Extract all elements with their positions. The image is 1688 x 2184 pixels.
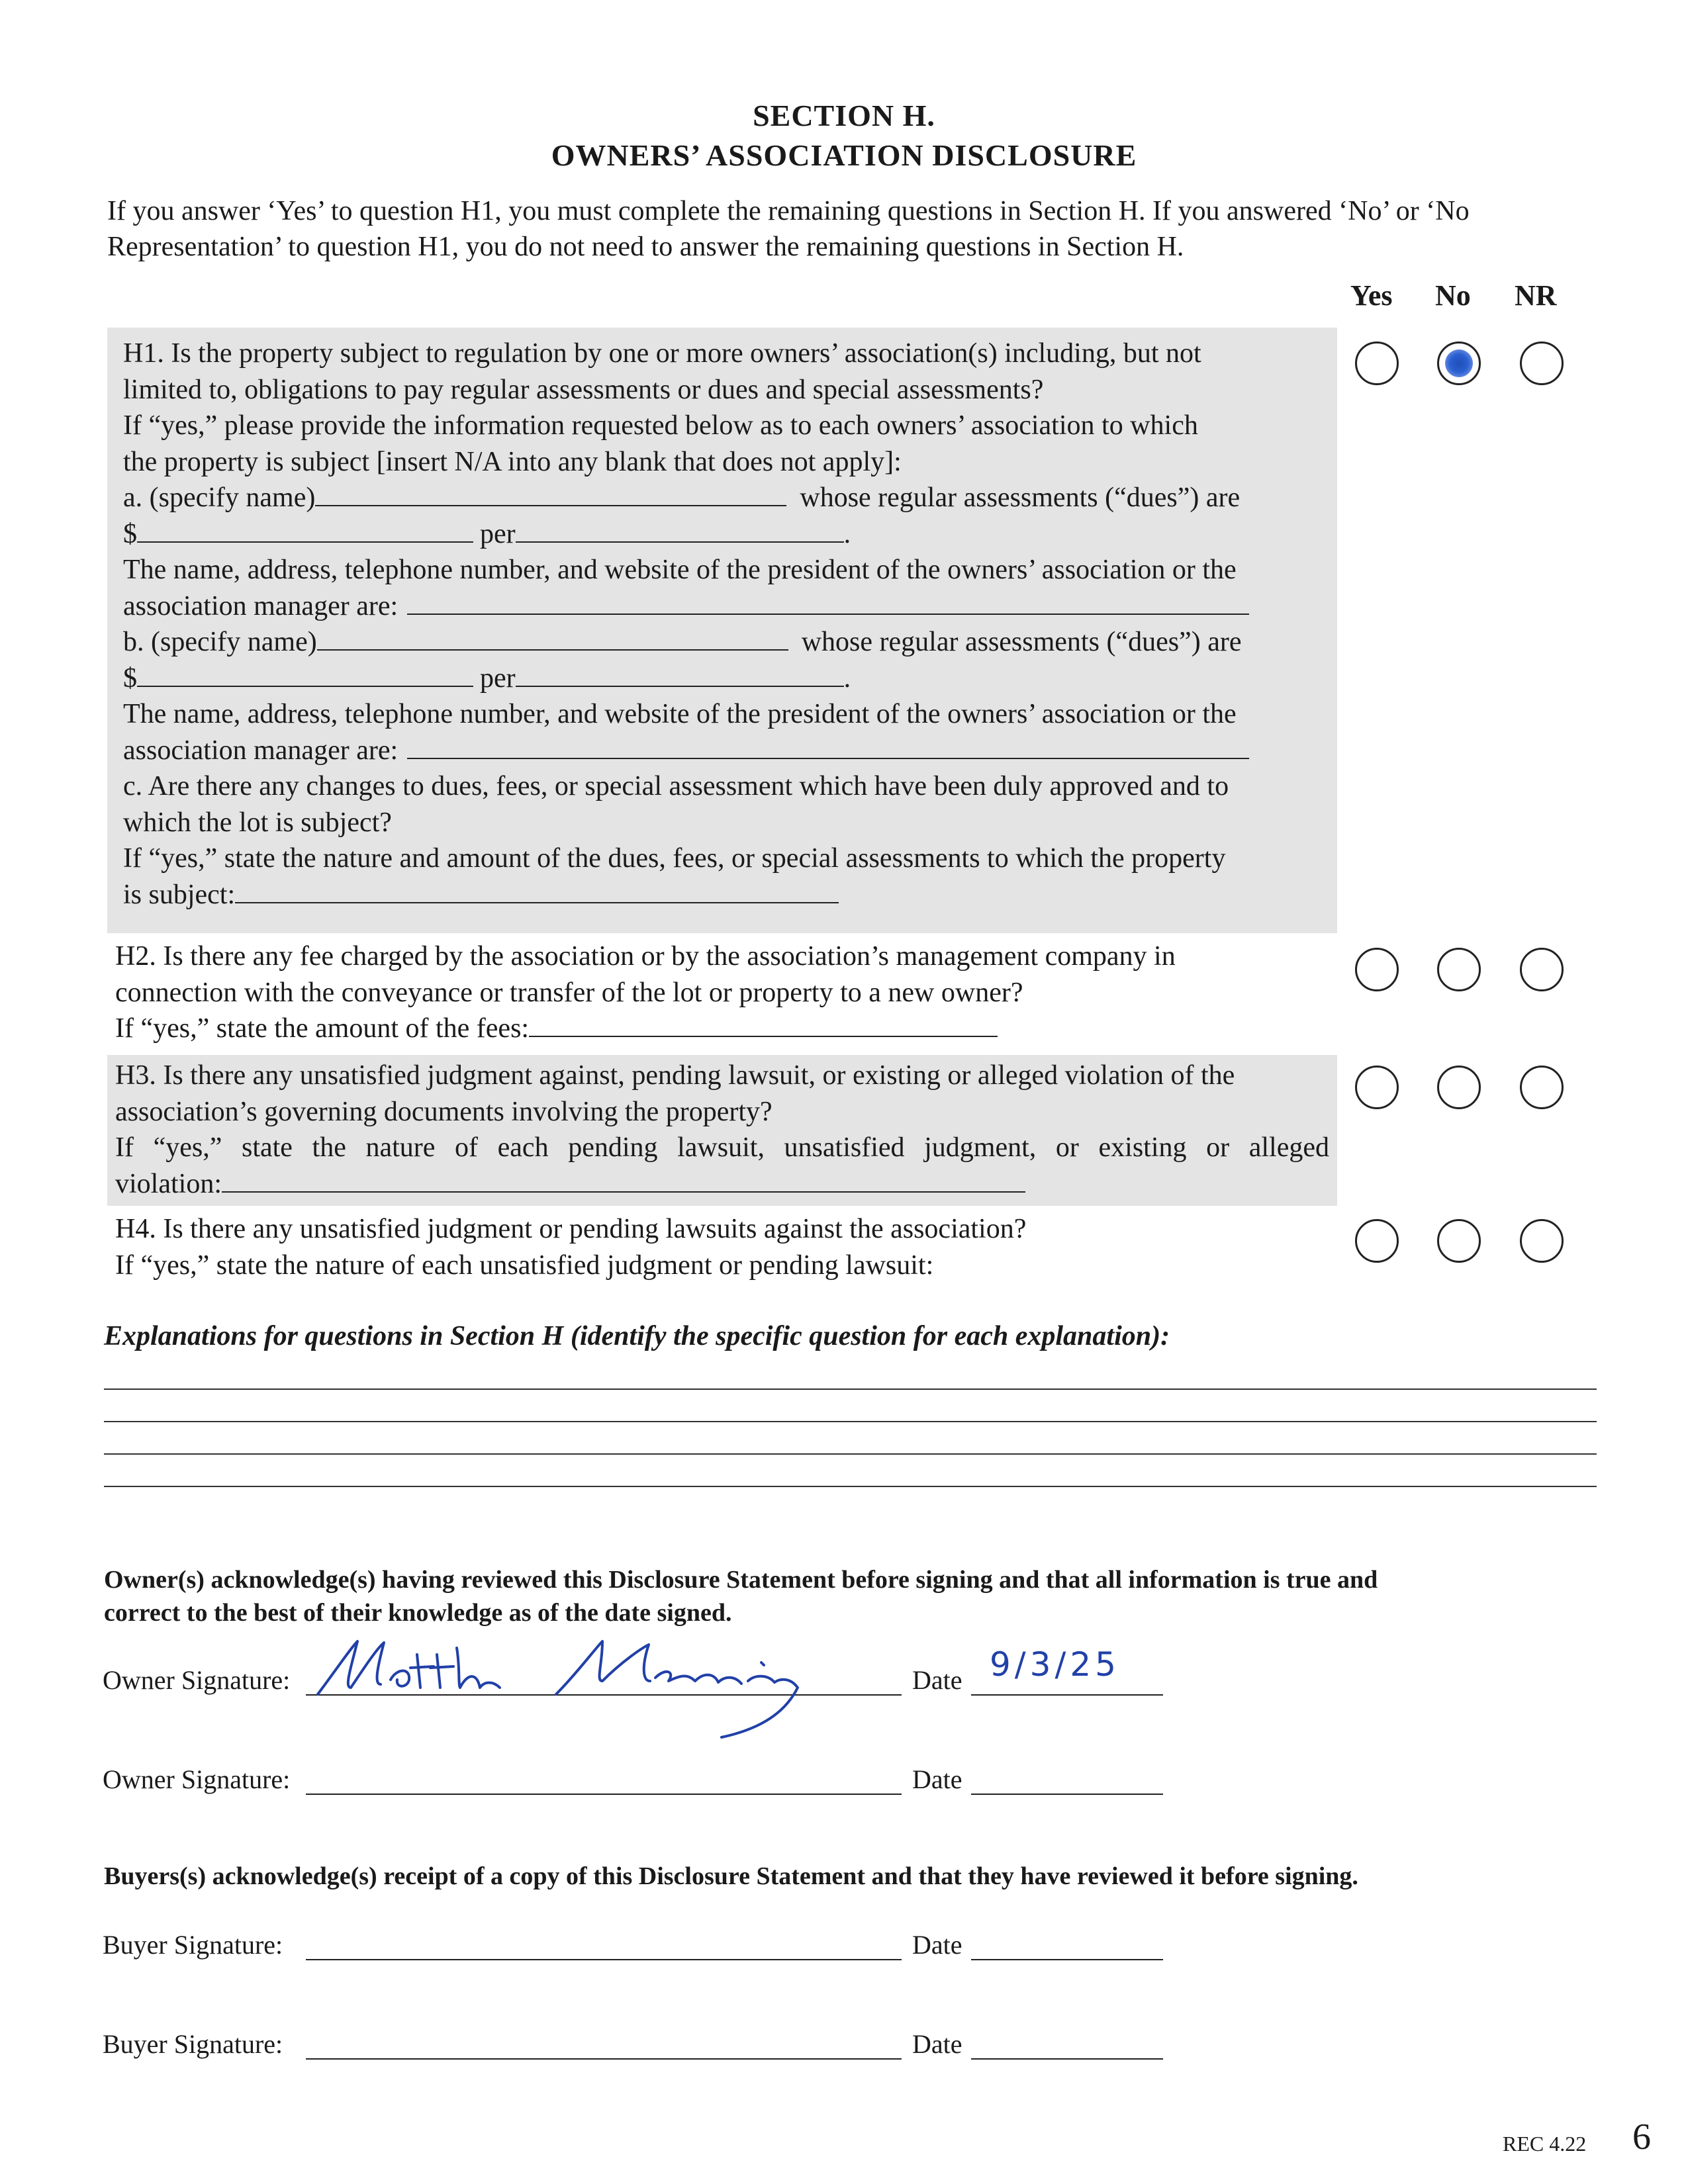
buyer-date-label-2: Date	[912, 2029, 962, 2059]
h3-line-2: association’s governing documents involving the property?	[115, 1096, 773, 1127]
h1-b-line	[123, 624, 1321, 660]
h1-b-dues-line	[123, 660, 1321, 697]
h3-line-4	[115, 1166, 1329, 1203]
h1-b-label: b. (specify name)	[123, 627, 317, 657]
h1-line-4: the property is subject [insert N/A into any blank that does not apply]:	[123, 446, 902, 477]
h1-no-radio[interactable]	[1437, 341, 1481, 385]
h1-a-name-field[interactable]	[315, 480, 786, 506]
section-title: OWNERS’ ASSOCIATION DISCLOSURE	[551, 138, 1137, 172]
h3-line-3: If “yes,” state the nature of each pending lawsuit, unsatisfied judgment, or existing or alleged	[115, 1132, 1329, 1163]
page-number: 6	[1632, 2116, 1651, 2158]
column-no: No	[1435, 279, 1471, 312]
explanation-line-2[interactable]	[104, 1421, 1597, 1422]
dollar-sign: $	[123, 518, 137, 549]
buyers-acknowledgement: Buyers(s) acknowledge(s) receipt of a copy of this Disclosure Statement and that they have reviewed it before signing.	[104, 1862, 1358, 1890]
dollar-sign: $	[123, 662, 137, 694]
buyer-date-field-1[interactable]	[971, 1959, 1163, 1960]
h2-nr-radio[interactable]	[1520, 948, 1564, 991]
owners-ack-line-1: Owner(s) acknowledge(s) having reviewed this Disclosure Statement before signing and that all information is true and	[104, 1566, 1378, 1594]
h4-line-1: H4. Is there any unsatisfied judgment or pending lawsuits against the association?	[115, 1214, 1027, 1244]
h1-a-mgr-line-2	[123, 588, 1321, 625]
explanation-line-1[interactable]	[104, 1388, 1597, 1390]
h2-no-radio[interactable]	[1437, 948, 1481, 991]
h3-no-radio[interactable]	[1437, 1066, 1481, 1109]
question-h1	[107, 328, 1337, 933]
h1-b-name-field[interactable]	[317, 624, 788, 651]
h1-line-1: H1. Is the property subject to regulation by one or more owners’ association(s) including, but not	[123, 338, 1201, 369]
h1-b-amount-field[interactable]	[137, 660, 473, 687]
h1-a-mgr-line-1: The name, address, telephone number, and website of the president of the owners’ association or the	[123, 555, 1237, 585]
question-h2	[115, 938, 1327, 1047]
owners-acknowledgement	[104, 1563, 1620, 1629]
mgr-label: association manager are:	[123, 590, 399, 621]
per-label: per	[480, 518, 516, 549]
explanation-line-4[interactable]	[104, 1486, 1597, 1487]
section-heading: SECTION H.	[753, 99, 935, 132]
h1-a-label: a. (specify name)	[123, 482, 316, 513]
h1-a-dues-line	[123, 516, 1321, 553]
question-h4	[115, 1211, 1327, 1283]
h3-nr-radio[interactable]	[1520, 1066, 1564, 1109]
h1-yes-radio[interactable]	[1355, 341, 1399, 385]
buyer-date-field-2[interactable]	[971, 2058, 1163, 2060]
h3-yes-radio[interactable]	[1355, 1066, 1399, 1109]
h1-line-3: If “yes,” please provide the information requested below as to each owners’ association to which	[123, 410, 1198, 441]
h1-b-period-field[interactable]	[516, 660, 844, 687]
h4-yes-radio[interactable]	[1355, 1219, 1399, 1263]
owner-date-field-2[interactable]	[971, 1794, 1163, 1795]
owner-date-label-2: Date	[912, 1764, 962, 1794]
question-h3	[107, 1055, 1337, 1206]
owner-signature-label-2: Owner Signature:	[103, 1764, 291, 1794]
h2-fees-field[interactable]	[529, 1011, 998, 1037]
explanation-line-3[interactable]	[104, 1453, 1597, 1455]
h1-b-mgr-line-2	[123, 733, 1321, 769]
buyer-signature-label-1: Buyer Signature:	[103, 1930, 283, 1960]
h1-a-line	[123, 480, 1321, 516]
h4-no-radio[interactable]	[1437, 1219, 1481, 1263]
h1-a-period-field[interactable]	[516, 516, 844, 543]
h1-b-manager-field[interactable]	[407, 733, 1249, 759]
period: .	[843, 662, 851, 694]
h1-nr-radio[interactable]	[1520, 341, 1564, 385]
owner-signature-field-2[interactable]	[306, 1794, 902, 1795]
h3-violation-label: violation:	[115, 1168, 222, 1199]
h1-a-amount-field[interactable]	[137, 516, 473, 543]
h1-c-line-4	[123, 877, 1321, 913]
period: .	[843, 518, 851, 549]
owner-date-field-1[interactable]	[971, 1694, 1163, 1696]
h1-c-subject-field[interactable]	[235, 877, 839, 903]
owner-date-label-1: Date	[912, 1665, 962, 1695]
intro-line-2: Representation’ to question H1, you do not need to answer the remaining questions in Section H.	[107, 232, 1184, 262]
h2-line-1: H2. Is there any fee charged by the association or by the association’s management company in	[115, 941, 1176, 972]
column-nr: NR	[1515, 279, 1557, 312]
h3-line-1: H3. Is there any unsatisfied judgment against, pending lawsuit, or existing or alleged violation of the	[115, 1060, 1235, 1091]
h2-fees-label: If “yes,” state the amount of the fees:	[115, 1013, 530, 1044]
h1-a-suffix: whose regular assessments (“dues”) are	[800, 482, 1241, 513]
buyer-date-label-1: Date	[912, 1930, 962, 1960]
buyer-signature-label-2: Buyer Signature:	[103, 2029, 283, 2059]
h2-yes-radio[interactable]	[1355, 948, 1399, 991]
h1-a-manager-field[interactable]	[407, 588, 1249, 615]
form-code: REC 4.22	[1503, 2132, 1587, 2156]
h2-line-3	[115, 1011, 1327, 1047]
mgr-label: association manager are:	[123, 735, 399, 766]
owners-ack-line-2: correct to the best of their knowledge as of the date signed.	[104, 1599, 732, 1627]
buyer-signature-field-2[interactable]	[306, 2058, 902, 2060]
h1-c-line-2: which the lot is subject?	[123, 807, 392, 838]
handwritten-signature	[311, 1628, 867, 1747]
intro-line-1: If you answer ‘Yes’ to question H1, you must complete the remaining questions in Section H. If you answered ‘No’ or ‘No	[107, 196, 1470, 226]
h4-line-2: If “yes,” state the nature of each unsatisfied judgment or pending lawsuit:	[115, 1250, 934, 1281]
h1-b-suffix: whose regular assessments (“dues”) are	[801, 627, 1242, 657]
h1-c-line-3: If “yes,” state the nature and amount of the dues, fees, or special assessments to which the property	[123, 843, 1226, 874]
owner-signature-label-1: Owner Signature:	[103, 1665, 291, 1695]
intro-text	[107, 193, 1603, 265]
h2-line-2: connection with the conveyance or transfer of the lot or property to a new owner?	[115, 977, 1023, 1008]
h1-b-mgr-line-1: The name, address, telephone number, and website of the president of the owners’ association or the	[123, 699, 1237, 729]
owner-signature-1	[311, 1628, 867, 1747]
column-yes: Yes	[1350, 279, 1393, 312]
h4-nr-radio[interactable]	[1520, 1219, 1564, 1263]
per-label: per	[480, 662, 516, 694]
h1-line-2: limited to, obligations to pay regular assessments or dues and special assessments?	[123, 374, 1044, 405]
c-subject-label: is subject:	[123, 879, 236, 910]
h1-c-line-1: c. Are there any changes to dues, fees, or special assessment which have been duly approved and to	[123, 771, 1229, 801]
h3-violation-field[interactable]	[222, 1166, 1025, 1193]
explanations-heading: Explanations for questions in Section H (identify the specific question for each explanation):	[104, 1321, 1170, 1351]
owner-date-value-1: 9/3/25	[990, 1645, 1120, 1684]
buyer-signature-field-1[interactable]	[306, 1959, 902, 1960]
